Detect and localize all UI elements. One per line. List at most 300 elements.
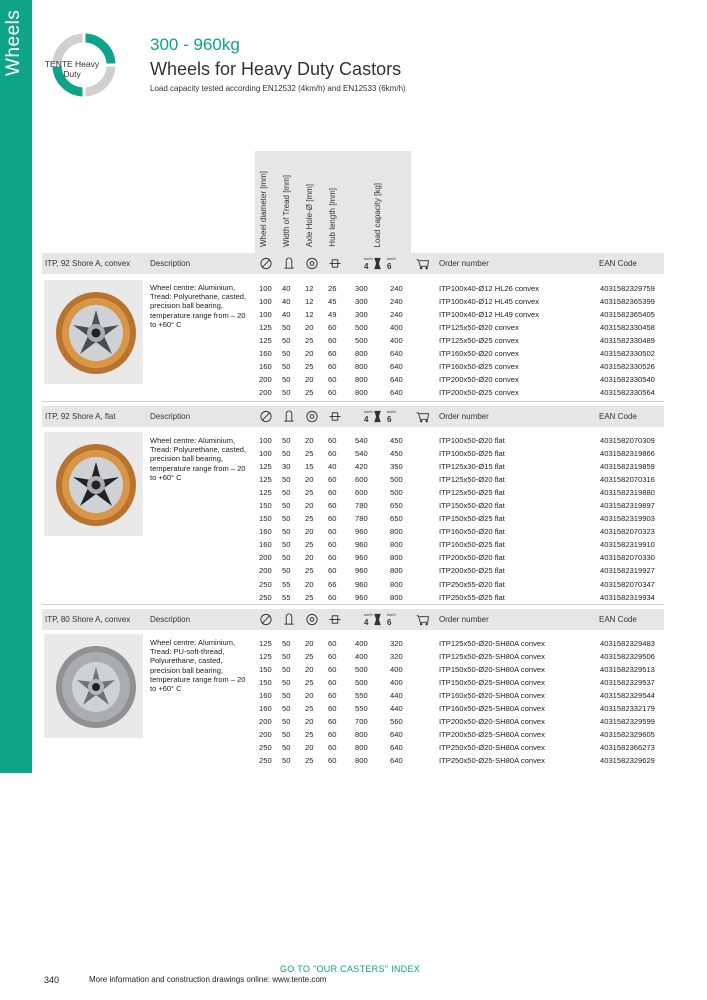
table-row <box>255 754 675 767</box>
cell-tread: 50 <box>282 475 291 485</box>
axle-hole-icon <box>305 613 319 626</box>
cell-order-number: ITP200x50-Ø20-SH80A convex <box>439 717 545 727</box>
table-row <box>255 460 675 473</box>
load-6kmh-icon <box>387 256 396 271</box>
hub-length-icon <box>328 613 342 626</box>
cell-diameter: 200 <box>259 388 272 398</box>
cell-load-4kmh: 600 <box>355 475 368 485</box>
trolley-icon <box>415 257 431 270</box>
cell-axle: 12 <box>305 310 314 320</box>
cell-ean-code: 4031582330458 <box>600 323 655 333</box>
table-row <box>255 308 675 321</box>
cell-hub: 40 <box>328 462 337 472</box>
cell-load-4kmh: 500 <box>355 323 368 333</box>
cell-load-6kmh: 640 <box>390 730 403 740</box>
cell-axle: 25 <box>305 566 314 576</box>
tread-width-icon <box>282 613 296 626</box>
load-6kmh-label: 6 <box>387 618 392 627</box>
cell-load-6kmh: 440 <box>390 691 403 701</box>
cell-diameter: 150 <box>259 514 272 524</box>
cell-axle: 20 <box>305 691 314 701</box>
section-title: ITP, 92 Shore A, convex <box>45 259 131 268</box>
section-header-row <box>42 406 664 427</box>
cell-ean-code: 4031582329599 <box>600 717 655 727</box>
cell-load-6kmh: 400 <box>390 665 403 675</box>
cell-diameter: 100 <box>259 297 272 307</box>
tread-width-icon <box>282 410 296 423</box>
table-row <box>255 689 675 702</box>
cell-diameter: 160 <box>259 691 272 701</box>
cell-ean-code: 4031582329537 <box>600 678 655 688</box>
cell-diameter: 125 <box>259 323 272 333</box>
wheel-diameter-icon <box>259 257 273 270</box>
cell-axle: 20 <box>305 639 314 648</box>
cell-axle: 25 <box>305 488 314 498</box>
load-4kmh-icon <box>364 256 373 271</box>
cell-axle: 25 <box>305 730 314 740</box>
cell-load-4kmh: 300 <box>355 284 368 293</box>
load-6kmh-unit: km/h <box>387 256 396 261</box>
cell-order-number: ITP160x50-Ø25 flat <box>439 540 505 550</box>
section-header-row <box>42 253 664 274</box>
cell-order-number: ITP250x55-Ø20 flat <box>439 579 505 589</box>
cell-hub: 60 <box>328 743 337 753</box>
cell-load-6kmh: 800 <box>390 592 403 602</box>
cell-diameter: 100 <box>259 284 272 293</box>
table-row <box>255 334 675 347</box>
cell-diameter: 100 <box>259 310 272 320</box>
cell-ean-code: 4031582070309 <box>600 436 655 445</box>
cell-tread: 50 <box>282 756 291 766</box>
cell-ean-code: 4031582329605 <box>600 730 655 740</box>
cell-load-6kmh: 450 <box>390 436 403 445</box>
cell-load-4kmh: 800 <box>355 743 368 753</box>
table-row <box>255 434 675 447</box>
cell-load-6kmh: 500 <box>390 488 403 498</box>
cell-diameter: 125 <box>259 639 272 648</box>
sidebar-band <box>0 0 32 773</box>
load-4kmh-label: 4 <box>364 618 369 627</box>
cell-hub: 60 <box>328 540 337 550</box>
section-rows-1 <box>255 434 675 604</box>
cell-ean-code: 4031582319880 <box>600 488 655 498</box>
cell-order-number: ITP200x50-Ø25 convex <box>439 388 519 398</box>
cell-hub: 60 <box>328 704 337 714</box>
cell-axle: 25 <box>305 362 314 372</box>
cell-tread: 50 <box>282 514 291 524</box>
cell-diameter: 160 <box>259 540 272 550</box>
cell-load-4kmh: 960 <box>355 553 368 563</box>
cell-order-number: ITP150x50-Ø25-SH80A convex <box>439 678 545 688</box>
cell-hub: 60 <box>328 501 337 511</box>
cell-load-6kmh: 450 <box>390 449 403 459</box>
cell-diameter: 125 <box>259 462 272 472</box>
load-4kmh-unit: km/h <box>364 612 373 617</box>
load-6kmh-label: 6 <box>387 262 392 271</box>
cell-load-6kmh: 440 <box>390 704 403 714</box>
cell-order-number: ITP200x50-Ø25-SH80A convex <box>439 730 545 740</box>
cell-diameter: 160 <box>259 349 272 359</box>
table-row <box>255 663 675 676</box>
cell-load-6kmh: 650 <box>390 501 403 511</box>
cell-load-6kmh: 320 <box>390 652 403 662</box>
casters-index-link[interactable]: GO TO "OUR CASTERS" INDEX <box>280 964 421 974</box>
description-header: Description <box>150 615 191 624</box>
cell-order-number: ITP200x50-Ø20 convex <box>439 375 519 385</box>
cell-hub: 60 <box>328 566 337 576</box>
cell-ean-code: 4031582319866 <box>600 449 655 459</box>
cell-diameter: 100 <box>259 436 272 445</box>
cell-order-number: ITP100x50-Ø20 flat <box>439 436 505 445</box>
cell-axle: 20 <box>305 323 314 333</box>
cell-tread: 50 <box>282 730 291 740</box>
ean-code-header: EAN Code <box>599 259 637 268</box>
cell-load-6kmh: 650 <box>390 514 403 524</box>
cell-axle: 20 <box>305 553 314 563</box>
cell-ean-code: 4031582329513 <box>600 665 655 675</box>
cell-diameter: 150 <box>259 501 272 511</box>
cell-hub: 60 <box>328 336 337 346</box>
cell-axle: 20 <box>305 436 314 445</box>
cell-diameter: 200 <box>259 717 272 727</box>
table-row <box>255 295 675 308</box>
table-row <box>255 347 675 360</box>
cell-order-number: ITP100x40-Ø12 HL49 convex <box>439 310 540 320</box>
cell-load-4kmh: 800 <box>355 388 368 398</box>
section-header-row <box>42 609 664 630</box>
load-6kmh-icon <box>387 612 396 627</box>
cell-order-number: ITP160x50-Ø25 convex <box>439 362 519 372</box>
cell-axle: 15 <box>305 462 314 472</box>
cell-ean-code: 4031582319903 <box>600 514 655 524</box>
wheel-diameter-icon <box>259 410 273 423</box>
order-number-header: Order number <box>439 412 489 421</box>
cell-ean-code: 4031582329759 <box>600 284 655 293</box>
cell-tread: 40 <box>282 297 291 307</box>
cell-tread: 50 <box>282 501 291 511</box>
load-range: 300 - 960kg <box>150 35 240 54</box>
cell-load-6kmh: 560 <box>390 717 403 727</box>
cell-load-6kmh: 640 <box>390 375 403 385</box>
page-number: 340 <box>44 975 60 985</box>
cell-tread: 50 <box>282 388 291 398</box>
cell-order-number: ITP200x50-Ø25 flat <box>439 566 505 576</box>
cell-axle: 20 <box>305 375 314 385</box>
hub-length-icon <box>328 410 342 423</box>
cell-hub: 60 <box>328 678 337 688</box>
load-4kmh-icon <box>364 409 373 424</box>
table-row <box>255 551 675 564</box>
cell-load-4kmh: 960 <box>355 579 368 589</box>
cell-load-4kmh: 800 <box>355 730 368 740</box>
table-row <box>255 321 675 334</box>
cell-order-number: ITP100x50-Ø25 flat <box>439 449 505 459</box>
cell-load-4kmh: 960 <box>355 566 368 576</box>
cell-diameter: 160 <box>259 527 272 537</box>
cell-order-number: ITP160x50-Ø20 flat <box>439 527 505 537</box>
col-tread-width: Width of Tread [mm] <box>282 174 291 247</box>
wheel-image-grey-convex <box>44 634 143 738</box>
cell-tread: 50 <box>282 362 291 372</box>
cell-tread: 50 <box>282 665 291 675</box>
cell-tread: 50 <box>282 717 291 727</box>
cell-tread: 50 <box>282 540 291 550</box>
page-subtitle: Load capacity tested according EN12532 (4km/h) and EN12533 (6km/h) <box>150 84 406 93</box>
col-hub-length: Hub length [mm] <box>328 188 337 247</box>
cell-load-6kmh: 800 <box>390 553 403 563</box>
cell-ean-code: 4031582330540 <box>600 375 655 385</box>
cell-hub: 60 <box>328 388 337 398</box>
section-title: ITP, 80 Shore A, convex <box>45 615 131 624</box>
cell-hub: 60 <box>328 527 337 537</box>
cell-ean-code: 4031582070323 <box>600 527 655 537</box>
cell-order-number: ITP250x55-Ø25 flat <box>439 592 505 602</box>
table-row <box>255 447 675 460</box>
cell-diameter: 125 <box>259 488 272 498</box>
section-rows-2 <box>255 637 675 767</box>
cell-diameter: 160 <box>259 704 272 714</box>
cell-load-4kmh: 500 <box>355 678 368 688</box>
cell-hub: 60 <box>328 730 337 740</box>
col-load-capacity: Load capacity [kg] <box>373 182 382 247</box>
cell-order-number: ITP150x50-Ø20 flat <box>439 501 505 511</box>
cell-load-6kmh: 400 <box>390 323 403 333</box>
cell-axle: 12 <box>305 284 314 293</box>
description-header: Description <box>150 412 191 421</box>
cell-load-6kmh: 350 <box>390 462 403 472</box>
cell-axle: 20 <box>305 527 314 537</box>
cell-tread: 50 <box>282 553 291 563</box>
cell-order-number: ITP200x50-Ø20 flat <box>439 553 505 563</box>
cell-ean-code: 4031582332179 <box>600 704 655 714</box>
logo-text: TENTE Heavy Duty <box>44 59 100 79</box>
cell-load-4kmh: 960 <box>355 527 368 537</box>
tread-width-icon <box>282 257 296 270</box>
cell-order-number: ITP250x50-Ø25-SH80A convex <box>439 756 545 766</box>
load-weight-icon <box>373 410 382 423</box>
cell-hub: 45 <box>328 297 337 307</box>
cell-load-6kmh: 640 <box>390 743 403 753</box>
cell-load-4kmh: 400 <box>355 639 368 648</box>
table-row <box>255 637 675 650</box>
load-4kmh-label: 4 <box>364 415 369 424</box>
cell-diameter: 250 <box>259 579 272 589</box>
cell-ean-code: 4031582365405 <box>600 310 655 320</box>
cell-hub: 66 <box>328 579 337 589</box>
cell-diameter: 150 <box>259 678 272 688</box>
cell-hub: 60 <box>328 665 337 675</box>
cell-ean-code: 4031582319927 <box>600 566 655 576</box>
cell-axle: 25 <box>305 449 314 459</box>
order-number-header: Order number <box>439 259 489 268</box>
cell-order-number: ITP100x40-Ø12 HL45 convex <box>439 297 540 307</box>
cell-tread: 50 <box>282 566 291 576</box>
load-4kmh-icon <box>364 612 373 627</box>
cell-axle: 25 <box>305 704 314 714</box>
table-row <box>255 676 675 689</box>
cell-axle: 25 <box>305 540 314 550</box>
cell-hub: 60 <box>328 349 337 359</box>
cell-tread: 50 <box>282 743 291 753</box>
cell-diameter: 100 <box>259 449 272 459</box>
cell-diameter: 125 <box>259 336 272 346</box>
cell-hub: 60 <box>328 449 337 459</box>
load-4kmh-unit: km/h <box>364 409 373 414</box>
hub-length-icon <box>328 257 342 270</box>
cell-ean-code: 4031582070316 <box>600 475 655 485</box>
cell-order-number: ITP150x50-Ø20-SH80A convex <box>439 665 545 675</box>
cell-load-4kmh: 960 <box>355 540 368 550</box>
cell-load-4kmh: 800 <box>355 362 368 372</box>
cell-tread: 50 <box>282 704 291 714</box>
cell-load-4kmh: 500 <box>355 336 368 346</box>
cell-hub: 60 <box>328 323 337 333</box>
table-row <box>255 360 675 373</box>
cell-load-4kmh: 400 <box>355 652 368 662</box>
cell-hub: 60 <box>328 488 337 498</box>
cell-tread: 50 <box>282 336 291 346</box>
cell-ean-code: 4031582365399 <box>600 297 655 307</box>
cell-ean-code: 4031582329506 <box>600 652 655 662</box>
table-row <box>255 591 675 604</box>
cell-diameter: 200 <box>259 566 272 576</box>
cell-order-number: ITP125x50-Ø25-SH80A convex <box>439 652 545 662</box>
order-number-header: Order number <box>439 615 489 624</box>
cell-diameter: 200 <box>259 375 272 385</box>
cell-load-4kmh: 700 <box>355 717 368 727</box>
cell-ean-code: 4031582330526 <box>600 362 655 372</box>
cell-load-6kmh: 800 <box>390 579 403 589</box>
cell-ean-code: 4031582329629 <box>600 756 655 766</box>
cell-load-6kmh: 640 <box>390 388 403 398</box>
cell-tread: 50 <box>282 652 291 662</box>
cell-ean-code: 4031582319910 <box>600 540 655 550</box>
cell-diameter: 200 <box>259 553 272 563</box>
table-row <box>255 578 675 591</box>
cell-axle: 20 <box>305 349 314 359</box>
section-description: Wheel centre: Aluminium, Tread: Polyurethane, casted, precision ball bearing, temperature range from – 20 to +60° C <box>150 283 247 329</box>
load-weight-icon <box>373 257 382 270</box>
cell-tread: 50 <box>282 375 291 385</box>
section-title: ITP, 92 Shore A, flat <box>45 412 116 421</box>
cell-tread: 50 <box>282 449 291 459</box>
cell-load-4kmh: 800 <box>355 349 368 359</box>
cell-diameter: 250 <box>259 756 272 766</box>
table-row <box>255 486 675 499</box>
cell-hub: 60 <box>328 756 337 766</box>
cell-load-4kmh: 800 <box>355 375 368 385</box>
cell-load-4kmh: 500 <box>355 665 368 675</box>
cell-tread: 50 <box>282 323 291 333</box>
table-row <box>255 564 675 577</box>
table-row <box>255 741 675 754</box>
cell-axle: 20 <box>305 743 314 753</box>
cell-load-6kmh: 800 <box>390 566 403 576</box>
load-6kmh-icon <box>387 409 396 424</box>
cell-order-number: ITP160x50-Ø20-SH80A convex <box>439 691 545 701</box>
wheel-image-orange-flat <box>44 432 143 536</box>
cell-ean-code: 4031582329483 <box>600 639 655 648</box>
cell-axle: 25 <box>305 678 314 688</box>
trolley-icon <box>415 613 431 626</box>
load-4kmh-label: 4 <box>364 262 369 271</box>
wheel-diameter-icon <box>259 613 273 626</box>
table-row <box>255 538 675 551</box>
cell-load-6kmh: 800 <box>390 540 403 550</box>
load-weight-icon <box>373 613 382 626</box>
cell-load-6kmh: 400 <box>390 336 403 346</box>
page-title: Wheels for Heavy Duty Castors <box>150 59 402 79</box>
section-divider <box>42 604 664 605</box>
cell-load-4kmh: 540 <box>355 436 368 445</box>
cell-load-4kmh: 540 <box>355 449 368 459</box>
cell-hub: 60 <box>328 514 337 524</box>
cell-axle: 20 <box>305 717 314 727</box>
table-row <box>255 499 675 512</box>
cell-order-number: ITP250x50-Ø20-SH80A convex <box>439 743 545 753</box>
cell-axle: 25 <box>305 756 314 766</box>
cell-diameter: 200 <box>259 730 272 740</box>
cell-load-6kmh: 240 <box>390 310 403 320</box>
ean-code-header: EAN Code <box>599 412 637 421</box>
table-row <box>255 512 675 525</box>
load-6kmh-unit: km/h <box>387 612 396 617</box>
cell-tread: 30 <box>282 462 291 472</box>
cell-order-number: ITP125x50-Ø20 flat <box>439 475 505 485</box>
cell-ean-code: 4031582366273 <box>600 743 655 753</box>
axle-hole-icon <box>305 410 319 423</box>
cell-axle: 25 <box>305 388 314 398</box>
cell-diameter: 160 <box>259 362 272 372</box>
cell-tread: 50 <box>282 527 291 537</box>
cell-ean-code: 4031582070347 <box>600 579 655 589</box>
cell-ean-code: 4031582319859 <box>600 462 655 472</box>
cell-load-4kmh: 550 <box>355 691 368 701</box>
cell-hub: 60 <box>328 436 337 445</box>
cell-load-4kmh: 600 <box>355 488 368 498</box>
cell-order-number: ITP125x50-Ø25 convex <box>439 336 519 346</box>
cell-ean-code: 4031582319897 <box>600 501 655 511</box>
cell-hub: 60 <box>328 592 337 602</box>
cell-axle: 25 <box>305 652 314 662</box>
description-header: Description <box>150 259 191 268</box>
cell-load-4kmh: 780 <box>355 501 368 511</box>
cell-hub: 60 <box>328 362 337 372</box>
table-row <box>255 373 675 386</box>
table-row <box>255 728 675 741</box>
cell-load-6kmh: 640 <box>390 349 403 359</box>
cell-axle: 12 <box>305 297 314 307</box>
table-row <box>255 282 675 295</box>
wheel-image-orange-convex <box>44 280 143 384</box>
cell-axle: 20 <box>305 579 314 589</box>
col-wheel-diameter: Wheel diameter [mm] <box>259 170 268 247</box>
cell-tread: 50 <box>282 349 291 359</box>
cell-tread: 55 <box>282 592 291 602</box>
cell-ean-code: 4031582070330 <box>600 553 655 563</box>
cell-hub: 60 <box>328 375 337 385</box>
cell-axle: 25 <box>305 336 314 346</box>
ean-code-header: EAN Code <box>599 615 637 624</box>
cell-load-6kmh: 640 <box>390 756 403 766</box>
cell-diameter: 250 <box>259 592 272 602</box>
cell-load-4kmh: 800 <box>355 756 368 766</box>
cell-tread: 50 <box>282 436 291 445</box>
col-axle-hole: Axle Hole-Ø [mm] <box>305 183 314 247</box>
cell-ean-code: 4031582329544 <box>600 691 655 701</box>
cell-order-number: ITP125x50-Ø25 flat <box>439 488 505 498</box>
load-4kmh-unit: km/h <box>364 256 373 261</box>
